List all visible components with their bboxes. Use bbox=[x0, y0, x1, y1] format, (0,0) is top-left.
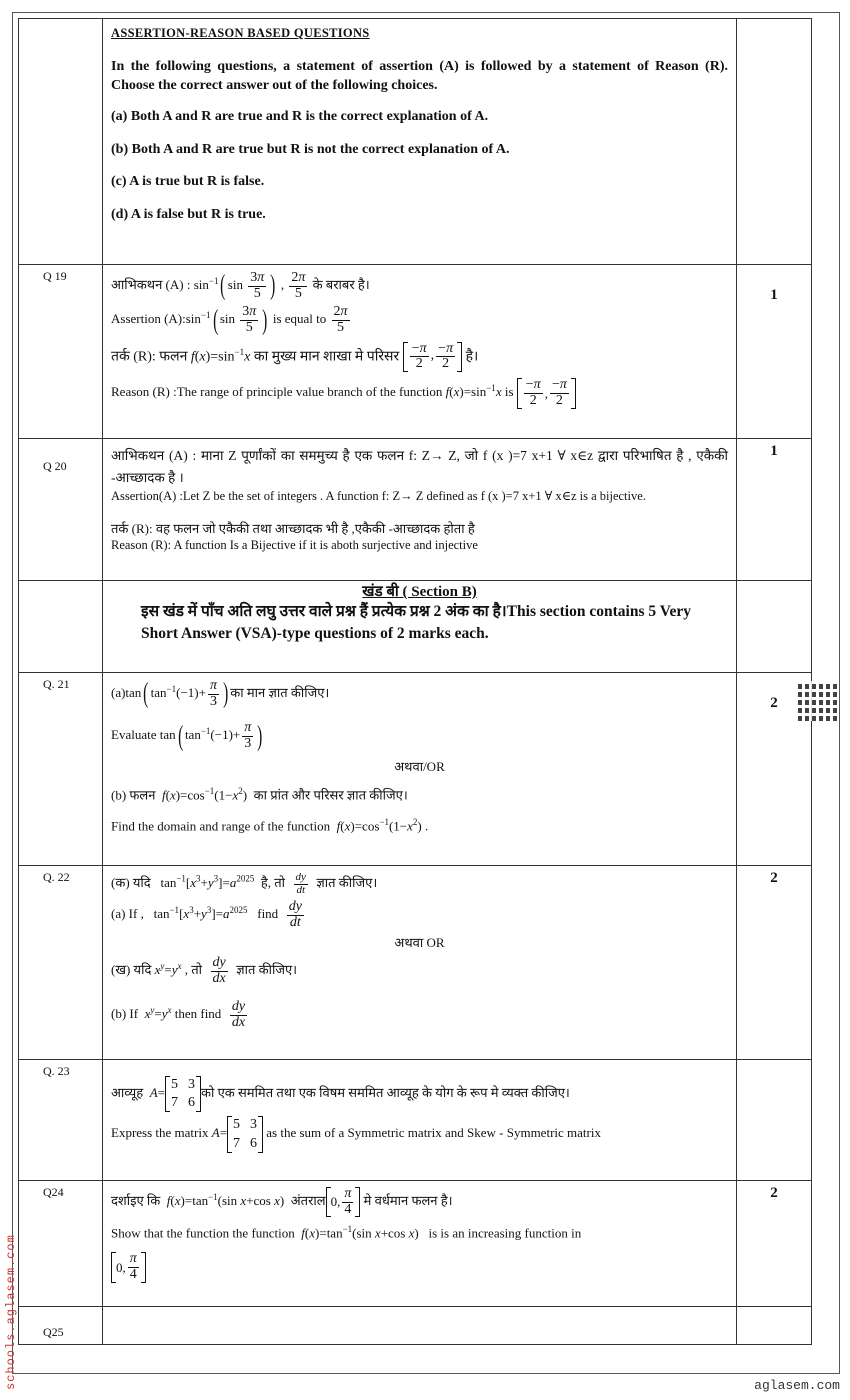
marks bbox=[737, 1060, 812, 1181]
table-row bbox=[19, 439, 812, 581]
or-label: अथवा/OR bbox=[394, 758, 445, 774]
question-number: Q 20 bbox=[19, 439, 103, 581]
table-row bbox=[19, 1307, 812, 1345]
question-number: Q24 bbox=[19, 1181, 103, 1307]
q20-hi-assertion: आभिकथन (A) : माना Z पूर्णांकों का सममुच्य है एक फलन f: Z→ Z, जो f (x )=7 x+1 ∀ x∈z द्वारा परिभाषित है , एकैकी -आच्छादक है । bbox=[111, 448, 728, 485]
table-row bbox=[19, 1060, 812, 1181]
matrix: 5 3 7 6 bbox=[165, 1076, 201, 1112]
matrix: 5 3 7 6 bbox=[227, 1116, 263, 1152]
question-number: Q. 23 bbox=[19, 1060, 103, 1181]
q20-hi-reason: तर्क (R): वह फलन जो एकैकी तथा आच्छादक भी है ,एकैकी -आच्छादक होता है bbox=[111, 520, 475, 536]
table-row bbox=[19, 19, 812, 265]
section-b-title: खंड बी ( Section B) bbox=[362, 584, 477, 600]
table-row bbox=[19, 1181, 812, 1307]
question-table bbox=[18, 18, 812, 1345]
watermark: schools.aglasem.com bbox=[4, 1234, 18, 1390]
question-number: Q 19 bbox=[19, 265, 103, 439]
option-d: (d) A is false but R is true. bbox=[111, 207, 266, 223]
qr-code-icon bbox=[798, 681, 838, 721]
question-21: (a)tan( $\tan^{-1}(-1)+$ $\frac{\pi}{3}$ ) का मान ज्ञात कीजिए। Evaluate tan( $\tan^{-1}(-1)+$ $\frac{\pi}{3}$ ) अथवा/OR (b) फलन $f(x)=\cos^{-1}(1-x^2)$ का प्रांत और परिसर ज्ञात कीजिए। Find the domain and range of the function $f(x)=\cos^{-1}(1-x^2)$ . bbox=[103, 673, 737, 866]
q19-en-reason: Reason (R) :The range of principle value branch of the function bbox=[111, 384, 443, 400]
table-row bbox=[19, 673, 812, 866]
q19-en-assertion: Assertion (A):sin bbox=[111, 311, 201, 327]
table-row bbox=[19, 866, 812, 1060]
table-row bbox=[19, 265, 812, 439]
marks: 2 bbox=[737, 673, 812, 866]
option-a: (a) Both A and R are true and R is the correct explanation of A. bbox=[111, 108, 489, 124]
section-b-desc: इस खंड में पाँच अति लघु उत्तर वाले प्रश्न हैं प्रत्येक प्रश्न 2 अंक का है।This section contains 5 Very Short Answer (VSA)-type questions of 2 marks each. bbox=[141, 603, 691, 643]
question-number: Q. 22 bbox=[19, 866, 103, 1060]
section-b-header bbox=[103, 581, 737, 673]
instruction-text: In the following questions, a statement of assertion (A) is followed by a statement of Reason (R). Choose the correct answer out of the following choices. bbox=[111, 58, 728, 93]
question-20 bbox=[103, 439, 737, 581]
question-number: Q25 bbox=[19, 1307, 103, 1345]
option-b: (b) Both A and R are true but R is not the correct explanation of A. bbox=[111, 141, 510, 157]
question-22: (क) यदि $\tan^{-1}[x^3+y^3]=a^{2025}$ है, तो $\frac{dy}{dt}$ ज्ञात कीजिए। (a) If , $\tan^{-1}[x^3+y^3]=a^{2025}$ find $\frac{dy}{dt}$ अथवा OR (ख) यदि $x^y=y^x$ , तो $\frac{dy}{dx}$ ज्ञात कीजिए। (b) If $x^y=y^x$ then find $\frac{dy}{dx}$ bbox=[103, 866, 737, 1060]
footer-site: aglasem.com bbox=[754, 1378, 840, 1393]
section-heading: ASSERTION-REASON BASED QUESTIONS bbox=[111, 26, 370, 40]
q19-hi-reason: तर्क (R): फलन bbox=[111, 349, 188, 365]
assertion-instructions bbox=[103, 19, 737, 265]
q19-hi-assertion: आभिकथन (A) : sin bbox=[111, 277, 209, 293]
option-c: (c) A is true but R is false. bbox=[111, 174, 265, 190]
marks: 2 bbox=[737, 866, 812, 1060]
marks: 2 bbox=[737, 1181, 812, 1307]
q20-en-assertion: Assertion(A) :Let Z be the set of integers . A function f: Z→ Z defined as f (x )=7 x+1 ∀ x∈z is a bijective. bbox=[111, 489, 646, 504]
question-23: आव्यूह A= 5 3 7 6 को एक सममित तथा एक विषम सममित आव्यूह के योग के रूप मे व्यक्त कीजिए। Express the matrix A= 5 3 7 6 as the sum of a Symmetric matrix and Skew - Symmetric matrix bbox=[103, 1060, 737, 1181]
q20-en-reason: Reason (R): A function Is a Bijective if it is aboth surjective and injective bbox=[111, 538, 478, 553]
question-number: Q. 21 bbox=[19, 673, 103, 866]
marks: 1 bbox=[737, 439, 812, 581]
table-row bbox=[19, 581, 812, 673]
marks: 1 bbox=[737, 265, 812, 439]
question-19: आभिकथन (A) : $\sin^{-1}$( sin $\frac{3\pi}{5}$ ) , $\frac{2\pi}{5}$ के बराबर है। Assertion $(A):\sin^{-1}$( sin $\frac{3\pi}{5}$ ) is equal to $\frac{2\pi}{5}$ तर्क (R): फलन $f(x)=\sin^{-1}x$ का मुख्य मान शाखा मे परिसर −π 2 , −π 2 है। Reason (R) :The range of principle value branch of the function $f(x)=\sin^{-1}x$ is −π 2 , −π 2 bbox=[103, 265, 737, 439]
question-24: दर्शाइए कि $f(x)=\tan^{-1}(\sin$ x+cos x) अंतराल 0, π 4 मे वर्धमान फलन है। Show that the function the function $f(x)=\tan^{-1}(\sin$ x+cos x) is is an increasing function in 0, π 4 bbox=[103, 1181, 737, 1307]
or-label: अथवा OR bbox=[394, 935, 445, 951]
